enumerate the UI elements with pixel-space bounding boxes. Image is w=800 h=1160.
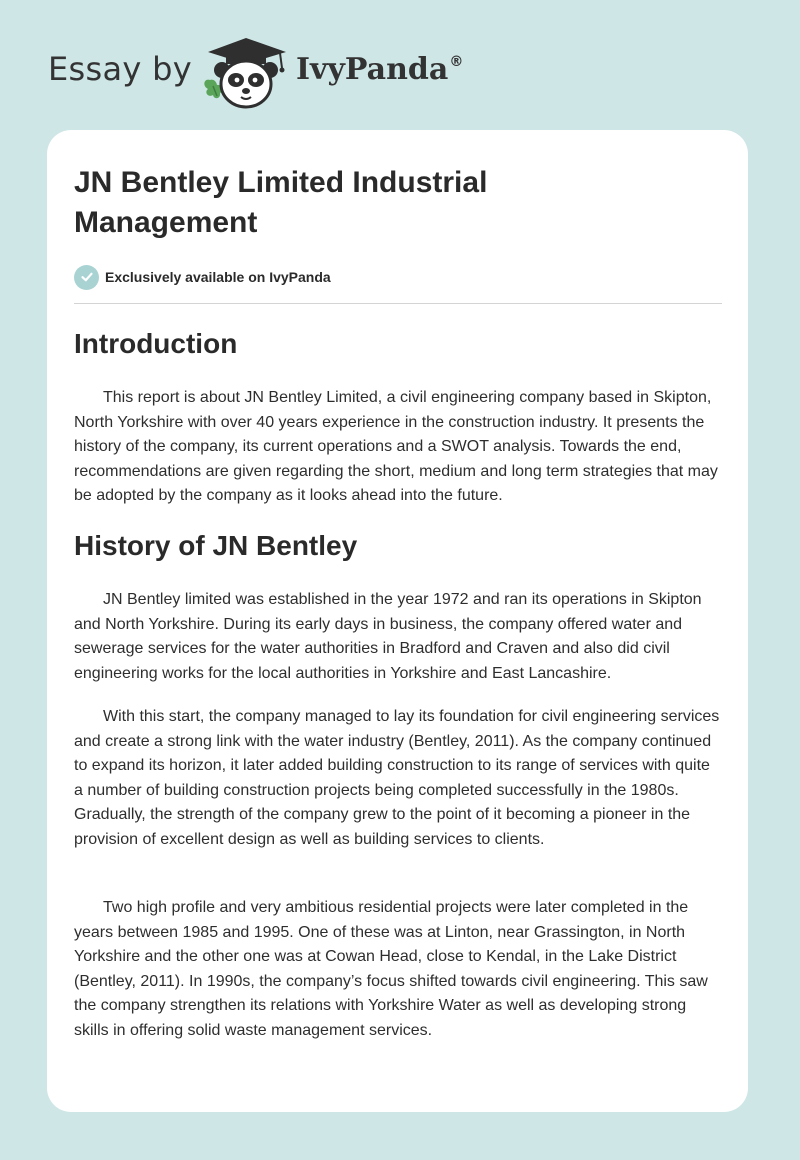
brand-name-text: IvyPanda — [296, 52, 449, 87]
title-divider — [74, 303, 722, 304]
registered-mark: ® — [449, 54, 464, 70]
essay-card — [47, 130, 748, 1112]
paragraph: JN Bentley limited was established in the year 1972 and ran its operations in Skipton and North Yorkshire. During its early days in business, the company offered water and sewerage services for the water authorities in Bradford and Craven and also did civil engineering works for the local authorities in Yorkshire and East Lancashire. — [74, 591, 702, 682]
badge-text: Exclusively available on IvyPanda — [105, 269, 331, 285]
panda-logo-icon[interactable] — [200, 34, 292, 110]
exclusive-badge — [74, 264, 331, 290]
paragraph: This report is about JN Bentley Limited, a civil engineering company based in Skipton, North Yorkshire with over 40 years experience in the construction industry. It presents the history of the company, its current operations and a SWOT analysis. Towards the end, recommendations are given regarding the short, medium and long term strategies that may be adopted by the company as it looks ahead into the future. — [74, 389, 718, 505]
paragraph: Two high profile and very ambitious residential projects were later completed in the years between 1985 and 1995. One of these was at Linton, near Grassington, in North Yorkshire and the other one was at Cowan Head, close to Kendal, in the Lake District (Bentley, 2011). In 1990s, the company’s focus shifted towards civil engineering. This saw the company strengthen its relations with Yorkshire Water as well as developing strong skills in offering solid waste management services. — [74, 899, 708, 1039]
section-heading-history: History of JN Bentley — [74, 530, 358, 561]
brand-prefix: Essay by — [48, 50, 192, 88]
site-header — [0, 0, 800, 130]
section-heading-introduction: Introduction — [74, 328, 238, 359]
brand-name[interactable] — [296, 52, 462, 87]
checkmark-icon — [74, 265, 99, 290]
essay-title: JN Bentley Limited Industrial Management — [74, 166, 488, 239]
paragraph: With this start, the company managed to lay its foundation for civil engineering services and create a strong link with the water industry (Bentley, 2011). As the company continued to expand its horizon, it later added building construction to its range of services with quite a number of building construction projects being completed successfully in the 1980s. Gradually, the strength of the company grew to the point of it becoming a pioneer in the provision of excellent design as well as building services to clients. — [74, 708, 720, 848]
